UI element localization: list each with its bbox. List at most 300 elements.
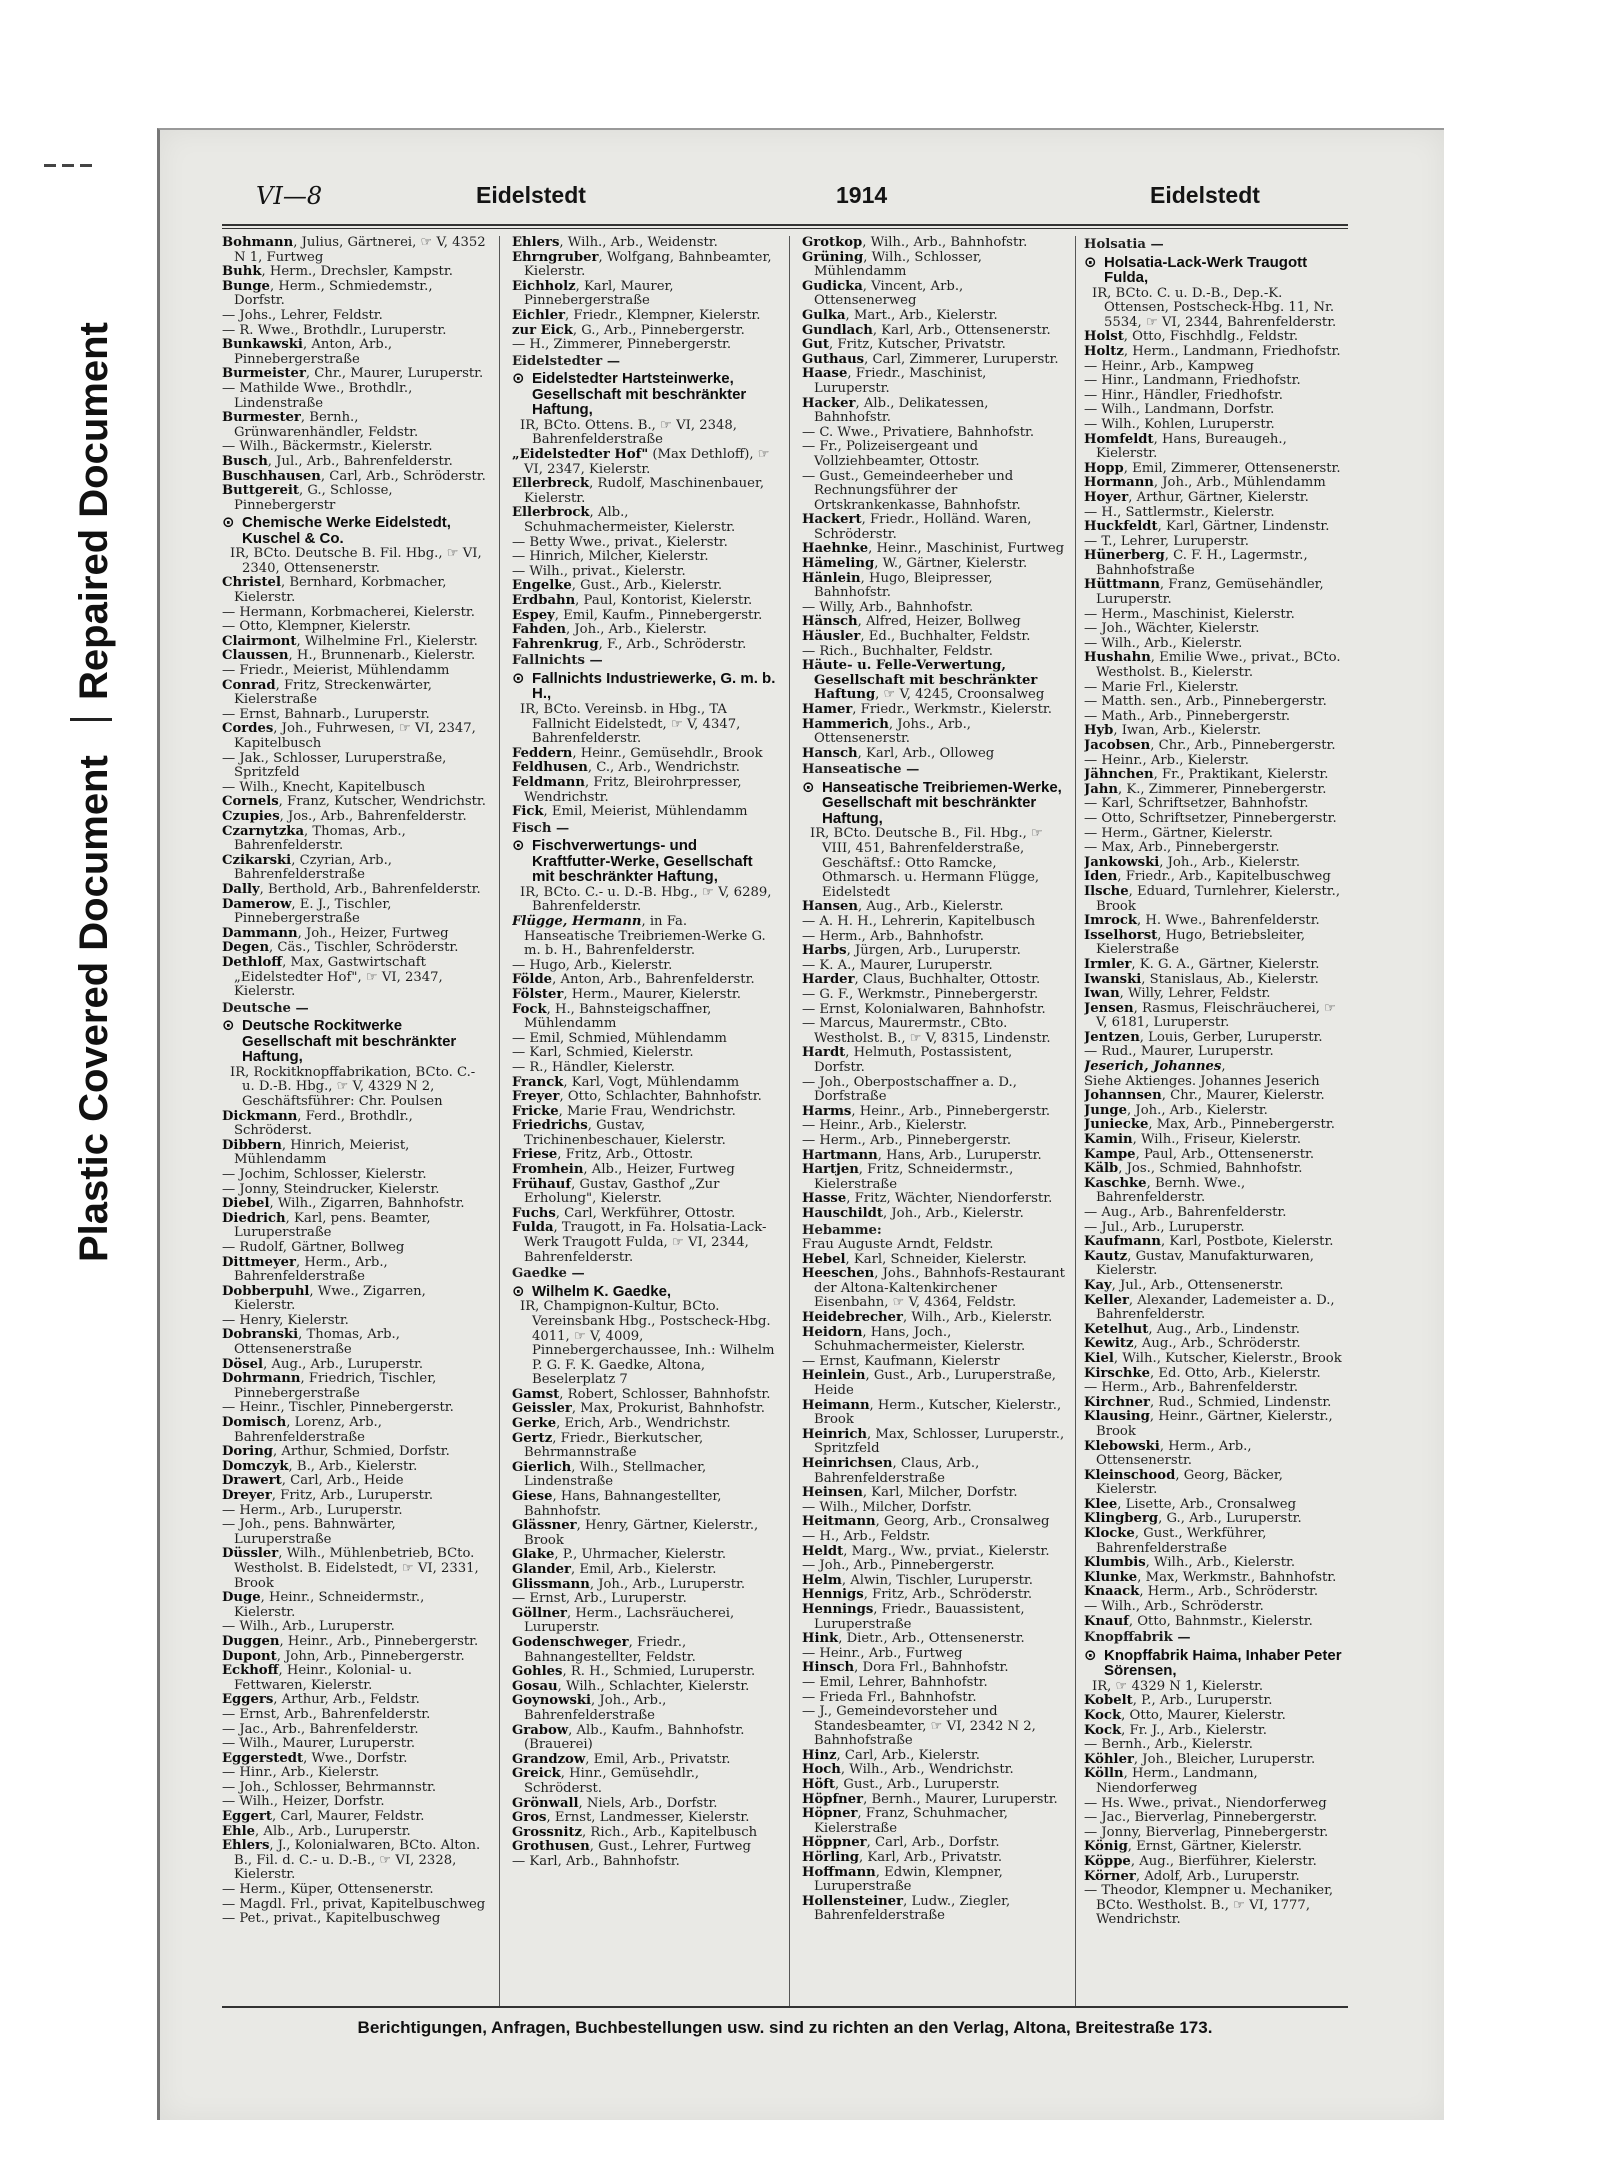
entry-details: , Emil, Zimmerer, Ottensenerstr. — [1123, 460, 1341, 476]
directory-entry — [222, 854, 486, 883]
entry-details: (Max Dethloff), ☞ VI, 2347, Kielerstr. — [524, 447, 770, 477]
entry-details: — Joh., Wächter, Kielerstr. — [1084, 621, 1260, 637]
firm-entry — [1084, 1645, 1348, 1680]
entry-name: Dohrmann — [222, 1371, 301, 1387]
entry-details: , Alb., Heizer, Furtweg — [583, 1162, 735, 1178]
entry-name: Gamst — [512, 1386, 560, 1402]
entry-details: — C. Wwe., Privatiere, Bahnhofstr. — [802, 424, 1035, 440]
entry-details: , Edwin, Klempner, Luruperstraße — [814, 1864, 1003, 1895]
entry-details: , Carl, Zimmerer, Luruperstr. — [864, 351, 1059, 367]
directory-entry — [1084, 491, 1348, 506]
directory-entry — [222, 1358, 486, 1373]
entry-details: , Hinrich, Meierist, Mühlendamm — [234, 1137, 410, 1168]
entry-name: Kleinschood — [1084, 1467, 1176, 1483]
entry-name: Hoffmann — [802, 1864, 876, 1880]
entry-name: Dittmeyer — [222, 1254, 296, 1270]
entry-name: Heinrichsen — [802, 1456, 893, 1471]
entry-details: — A. H. H., Lehrerin, Kapitelbusch — [802, 914, 1036, 930]
entry-name: Hormann — [1084, 475, 1154, 491]
firm-marker-icon: ⊙ — [512, 1281, 525, 1300]
section-heading: Deutsche — — [222, 1000, 309, 1016]
directory-entry — [802, 930, 1066, 945]
entry-details: , Fr. J., Arb., Kielerstr. — [1121, 1722, 1267, 1738]
directory-entry — [512, 1680, 776, 1695]
entry-details: , G., Arb., Luruperstr. — [1158, 1511, 1302, 1527]
entry-details: , Georg, Bäcker, Kielerstr. — [1096, 1467, 1283, 1498]
entry-details: — Heinr., Arb., Furtweg — [802, 1645, 963, 1661]
entry-details: — Matth. sen., Arb., Pinnebergerstr. — [1084, 694, 1327, 710]
directory-entry — [222, 1474, 486, 1489]
entry-details: , Hugo, Bleipresser, Bahnhofstr. — [814, 570, 993, 601]
directory-entry — [222, 1110, 486, 1139]
entry-details: , Karl, Schneider, Kielerstr. — [845, 1251, 1027, 1267]
directory-entry — [222, 1401, 486, 1416]
directory-entry — [1084, 1235, 1348, 1250]
entry-details: — Herm., Küper, Ottensenerstr. — [222, 1882, 434, 1898]
directory-entry — [1084, 637, 1348, 652]
directory-entry — [1084, 1031, 1348, 1046]
directory-entry — [802, 1076, 1066, 1105]
publisher-footer: Berichtigungen, Anfragen, Buchbestellungen usw. sind zu richten an den Verlag, Altona, Breitestraße 173. — [357, 2018, 1213, 2037]
entry-name: Hardt — [802, 1045, 846, 1061]
directory-entry — [802, 397, 1066, 426]
directory-entry — [512, 1811, 776, 1826]
entry-details: , K. G. A., Gärtner, Kielerstr. — [1131, 956, 1320, 972]
directory-entry — [1084, 1060, 1348, 1075]
entry-name: Gundlach — [802, 322, 873, 338]
directory-entry — [802, 1763, 1066, 1778]
entry-details: , Herm., Maurer, Kielerstr. — [563, 986, 741, 1002]
entry-details: , Bernh. Wwe., Bahrenfelderstr. — [1096, 1175, 1246, 1206]
entry-details: — Herm., Arb., Pinnebergerstr. — [802, 1132, 1012, 1148]
entry-name: Christel — [222, 575, 281, 591]
entry-details: , Fr., Praktikant, Kielerstr. — [1153, 767, 1329, 783]
entry-details: — Joh., Oberpostschaffner a. D., Dorfstraße — [802, 1074, 1017, 1105]
entry-details: , Gust., Lehrer, Furtweg — [589, 1839, 751, 1855]
directory-entry — [512, 1636, 776, 1665]
repaired-document-label: Repaired Document — [72, 322, 116, 700]
entry-name: Hinz — [802, 1747, 837, 1763]
directory-entry — [222, 1504, 486, 1519]
entry-details: — Emil, Lehrer, Bahnhofstr. — [802, 1674, 988, 1690]
directory-entry — [222, 1752, 486, 1767]
entry-details: , Herm., Landmann, Niendorferweg — [1096, 1766, 1258, 1796]
entry-name: Ilsche — [1084, 883, 1129, 899]
directory-entry — [222, 1898, 486, 1913]
entry-name: Cornels — [222, 794, 279, 810]
directory-entry — [802, 1369, 1066, 1398]
section-heading: Fallnichts — — [512, 653, 603, 669]
column-2 — [512, 236, 776, 2006]
directory-entry — [512, 1105, 776, 1120]
directory-entry — [802, 324, 1066, 339]
entry-details: , H., Bahnsteigschaffner, Mühlendamm — [524, 1001, 712, 1032]
entry-details: Siehe Aktienges. Johannes Jeserich — [1084, 1073, 1320, 1089]
entry-details: , Max, Prokurist, Bahnhofstr. — [571, 1401, 765, 1417]
page-number: VI—8 — [256, 182, 323, 210]
directory-entry — [222, 635, 486, 650]
directory-entry — [222, 1256, 486, 1285]
directory-entry — [222, 484, 486, 513]
entry-details: , Franz, Gemüsehändler, Luruperstr. — [1096, 577, 1324, 608]
entry-details: — Heinr., Arb., Kampweg — [1084, 358, 1254, 374]
directory-entry — [1084, 1469, 1348, 1498]
section-heading: Fisch — — [512, 820, 570, 836]
entry-details: — Hinr., Landmann, Friedhofstr. — [1084, 373, 1301, 389]
firm-marker-icon: ⊙ — [512, 668, 525, 687]
directory-entry — [512, 1578, 776, 1593]
entry-name: Feddern — [512, 745, 573, 761]
entry-details: — Joh., Arb., Pinnebergerstr. — [802, 1558, 995, 1574]
directory-entry — [512, 1032, 776, 1047]
directory-entry — [1084, 1045, 1348, 1060]
directory-entry — [512, 915, 776, 959]
directory-entry — [512, 1665, 776, 1680]
entry-details: , Friedr., Bierkutscher, Behrmannstraße — [524, 1430, 704, 1461]
entry-name: Hansch — [802, 745, 858, 761]
entry-details: , Hinr., Gemüsehdlr., Schröderst. — [524, 1766, 700, 1796]
entry-name: Eggers — [222, 1692, 274, 1708]
entry-details: — Math., Arb., Pinnebergerstr. — [1084, 708, 1291, 724]
entry-details: , Berthold, Arb., Bahrenfelderstr. — [259, 881, 481, 897]
entry-details: , Aug., Arb., Lindenstr. — [1148, 1321, 1300, 1337]
entry-details: , Ernst, Gärtner, Kielerstr. — [1127, 1839, 1302, 1855]
directory-entry — [222, 1708, 486, 1723]
header-year: 1914 — [836, 182, 888, 208]
entry-name: Claussen — [222, 648, 289, 664]
firm-marker-icon: ⊙ — [512, 369, 525, 388]
directory-entry — [802, 1632, 1066, 1647]
entry-name: Ehlers — [512, 236, 560, 250]
directory-entry — [802, 1588, 1066, 1603]
entry-name: Ehrngruber — [512, 249, 599, 265]
entry-name: Gros — [512, 1810, 547, 1826]
entry-details: — Magdl. Frl., privat, Kapitelbuschweg — [222, 1896, 486, 1912]
directory-entry — [512, 1178, 776, 1207]
directory-entry — [1084, 856, 1348, 871]
entry-details: — Jul., Arb., Luruperstr. — [1084, 1219, 1245, 1235]
section-heading: Holsatia — — [1084, 237, 1164, 252]
entry-details: , Rasmus, Fleischräucherei, ☞ V, 6181, Luruperstr. — [1096, 1000, 1336, 1031]
entry-details: , Friedr., Klempner, Kielerstr. — [565, 307, 761, 323]
entry-details: , Rich., Arb., Kapitelbusch — [582, 1824, 758, 1840]
entry-name: Heidebrecher — [802, 1310, 903, 1326]
entry-name: Grönwall — [512, 1795, 579, 1811]
entry-details: , Carl, Werkführer, Ottostr. — [555, 1205, 736, 1221]
entry-details: , Carl, Arb., Kielerstr. — [836, 1747, 980, 1763]
directory-entry — [802, 703, 1066, 718]
entry-details: , H., Brunnenarb., Kielerstr. — [288, 648, 476, 664]
entry-name: Iwanski — [1084, 971, 1142, 987]
entry-details: — Hinr., Arb., Kielerstr. — [222, 1765, 380, 1781]
entry-name: Harms — [802, 1103, 852, 1119]
entry-details: , Willy, Lehrer, Feldstr. — [1119, 986, 1271, 1002]
entry-name: Burmester — [222, 410, 301, 426]
entry-name: Hartjen — [802, 1162, 859, 1178]
entry-details: — Ernst, Kolonialwaren, Bahnhofstr. — [802, 1001, 1046, 1017]
directory-entry — [1084, 1323, 1348, 1338]
entry-details: — R., Händler, Kielerstr. — [512, 1059, 675, 1075]
firm-entry — [512, 838, 776, 885]
directory-entry — [512, 959, 776, 974]
entry-details: , Joh., Heizer, Furtweg — [297, 925, 449, 941]
entry-details: , Karl, Vogt, Mühlendamm — [563, 1074, 740, 1090]
directory-entry — [1084, 1724, 1348, 1739]
entry-details: , Arthur, Schmied, Dorfstr. — [273, 1444, 450, 1460]
section-heading: Knopffabrik — — [1084, 1630, 1191, 1646]
directory-entry — [512, 1855, 776, 1870]
directory-entry — [512, 1221, 776, 1265]
entry-name: Junge — [1084, 1102, 1128, 1118]
entry-details: , Thomas, Arb., Ottensenerstraße — [234, 1327, 400, 1358]
directory-entry — [222, 309, 486, 324]
entry-name: Espey — [512, 607, 555, 623]
directory-entry — [1084, 374, 1348, 389]
header-place-left: Eidelstedt — [476, 182, 586, 208]
entry-name: Helm — [802, 1572, 842, 1588]
firm-entry — [222, 515, 486, 546]
directory-entry — [222, 1664, 486, 1693]
entry-details: , Herm., Arb., Bahrenfelderstraße — [234, 1254, 388, 1285]
entry-name: Gosau — [512, 1678, 558, 1694]
entry-details: , Friedr., Holländ. Waren, Schröderstr. — [814, 512, 1032, 542]
directory-entry — [1084, 330, 1348, 345]
directory-entry — [512, 1592, 776, 1607]
directory-entry — [1084, 681, 1348, 696]
entry-name: Heidorn — [802, 1324, 863, 1340]
directory-entry — [512, 1563, 776, 1578]
directory-entry — [222, 795, 486, 810]
directory-entry — [802, 1676, 1066, 1691]
directory-entry — [802, 1046, 1066, 1075]
directory-entry — [802, 944, 1066, 959]
directory-entry — [512, 609, 776, 624]
directory-entry — [512, 1694, 776, 1723]
entry-details: , Carl, Arb., Heide — [281, 1473, 404, 1489]
directory-entry — [1084, 1410, 1348, 1439]
entry-details: — Hugo, Arb., Kielerstr. — [512, 957, 673, 973]
firm-marker-icon: ⊙ — [1084, 1645, 1097, 1664]
directory-entry — [222, 941, 486, 956]
entry-details: , Alb., Delikatessen, Bahnhofstr. — [814, 395, 989, 426]
directory-entry — [802, 1355, 1066, 1370]
entry-name: Feldhusen — [512, 760, 588, 776]
entry-details: — Mathilde Wwe., Brothdlr., Lindenstraße — [222, 380, 413, 411]
entry-details: , Wilh., Stellmacher, Lindenstraße — [524, 1459, 707, 1490]
directory-entry — [222, 825, 486, 854]
directory-entry — [802, 659, 1066, 703]
entry-name: Häute- u. Felle-Verwertung, Gesellschaft mit beschränkter Haftung — [802, 658, 1038, 703]
directory-entry — [1084, 1148, 1348, 1163]
entry-name: Friese — [512, 1147, 558, 1163]
entry-details: , Friedr., Arb., Kapitelbuschweg — [1117, 869, 1331, 885]
directory-entry — [802, 1501, 1066, 1516]
entry-name: Isselhorst — [1084, 927, 1158, 943]
entry-details: , Max, Arb., Pinnebergerstr. — [1148, 1117, 1335, 1133]
entry-details: , Carl, Arb., Schröderstr. — [320, 468, 486, 484]
entry-details: , Louis, Gerber, Luruperstr. — [1139, 1029, 1323, 1045]
entry-details: , Friedrich, Tischler, Pinnebergerstraße — [234, 1371, 437, 1401]
directory-entry — [512, 338, 776, 353]
directory-entry — [512, 324, 776, 339]
directory-entry — [512, 988, 776, 1003]
directory-entry — [1084, 1738, 1348, 1753]
entry-details: — Heinr., Arb., Kielerstr. — [802, 1118, 967, 1134]
entry-name: Höpfner — [802, 1791, 864, 1807]
directory-entry — [1084, 1002, 1348, 1031]
entry-details: , Friedr., Bahnangestellter, Feldstr. — [524, 1634, 696, 1665]
directory-entry — [1084, 1104, 1348, 1119]
directory-entry — [802, 280, 1066, 309]
entry-name: Eichler — [512, 307, 566, 323]
entry-details: , P., Uhrmacher, Kielerstr. — [554, 1547, 727, 1563]
directory-entry — [222, 752, 486, 781]
entry-details: , Fritz, Arb., Schröderstr. — [863, 1587, 1033, 1603]
entry-name: Hackert — [802, 512, 862, 528]
directory-entry — [802, 1691, 1066, 1706]
entry-details: , G., Arb., Pinnebergerstr. — [572, 322, 745, 338]
entry-name: Klocke — [1084, 1526, 1135, 1542]
entry-details: , Heinr., Maschinist, Furtweg — [868, 541, 1065, 557]
entry-name: Knauf — [1084, 1613, 1129, 1629]
entry-name: Irmler — [1084, 956, 1132, 972]
entry-details: , Wilh., Arb., Weidenstr. — [559, 236, 718, 250]
page-header — [160, 182, 1444, 222]
entry-details: , Joh., Arb., Kielerstr. — [1159, 854, 1301, 870]
directory-entry — [512, 536, 776, 551]
directory-entry — [222, 708, 486, 723]
entry-details: — Pet., privat., Kapitelbuschweg — [222, 1911, 441, 1927]
entry-name: Iden — [1084, 869, 1118, 885]
directory-entry — [512, 1461, 776, 1490]
entry-details: , Bernh., Maurer, Luruperstr. — [863, 1791, 1058, 1807]
entry-details: , Fritz, Kutscher, Privatstr. — [828, 337, 1006, 353]
column-1 — [222, 236, 486, 2006]
directory-entry — [512, 236, 776, 251]
directory-entry — [1084, 1337, 1348, 1352]
entry-details: — Rich., Buchhalter, Feldstr. — [802, 643, 993, 659]
directory-entry — [512, 1061, 776, 1076]
entry-name: Kaschke — [1084, 1175, 1147, 1191]
directory-entry — [222, 1416, 486, 1445]
directory-entry — [222, 1795, 486, 1810]
directory-entry — [1084, 739, 1348, 754]
directory-entry — [802, 1545, 1066, 1560]
directory-entry — [222, 927, 486, 942]
entry-name: Hennigs — [802, 1587, 864, 1603]
entry-name: Gohles — [512, 1664, 563, 1680]
directory-entry — [802, 236, 1066, 251]
entry-name: Hushahn — [1084, 650, 1151, 666]
directory-entry — [802, 1574, 1066, 1589]
directory-entry — [512, 594, 776, 609]
entry-name: Heimann — [802, 1397, 870, 1413]
directory-entry — [222, 810, 486, 825]
entry-details: , Chr., Arb., Pinnebergerstr. — [1150, 738, 1336, 753]
entry-details: , Henry, Gärtner, Kielerstr., Brook — [524, 1518, 759, 1548]
directory-entry — [512, 638, 776, 653]
directory-entry — [1084, 768, 1348, 783]
directory-entry — [802, 309, 1066, 324]
entry-details: , C. F. H., Lagermstr., Bahnhofstraße — [1096, 548, 1308, 578]
entry-name: Cordes — [222, 721, 274, 737]
entry-name: Goynowski — [512, 1693, 592, 1709]
entry-details: — H., Arb., Feldstr. — [802, 1528, 931, 1544]
entry-name: Czarnytzka — [222, 823, 304, 839]
entry-name: Burmeister — [222, 366, 306, 382]
entry-details: — Otto, Schriftsetzer, Pinnebergerstr. — [1084, 810, 1337, 826]
directory-entry — [802, 1163, 1066, 1192]
entry-details: , Gust., Arb., Luruperstraße, Heide — [814, 1368, 1056, 1399]
directory-entry — [222, 1460, 486, 1475]
firm-name: Fallnichts Industriewerke, G. m. b. H., — [532, 669, 776, 703]
entry-details: , Marg., Ww., prviat., Kielerstr. — [843, 1543, 1050, 1559]
entry-name: Hämeling — [802, 556, 875, 572]
entry-details: , Paul, Kontorist, Kielerstr. — [575, 592, 753, 608]
entry-name: Haehnke — [802, 541, 869, 557]
entry-name: Godenschweger — [512, 1634, 629, 1650]
entry-name: Hauschildt — [802, 1205, 883, 1221]
entry-name: Harbs — [802, 943, 847, 959]
firm-name: Hanseatische Treibriemen-Werke, Gesellschaft mit beschränkter Haftung, — [822, 778, 1062, 827]
entry-details: — Jochim, Schlosser, Kielerstr. — [222, 1166, 427, 1182]
entry-details: , Wilh., Mühlenbetrieb, BCto. Westholst. B. Eidelstedt, ☞ VI, 2331, Brook — [234, 1546, 479, 1591]
entry-name: Ketelhut — [1084, 1321, 1149, 1337]
entry-name: Kobelt — [1084, 1693, 1133, 1709]
entry-details: , Traugott, in Fa. Holsatia-Lack-Werk Traugott Fulda, ☞ VI, 2344, Bahrenfelderstr. — [524, 1220, 767, 1265]
directory-entry — [512, 1826, 776, 1841]
directory-entry — [222, 367, 486, 382]
entry-name: Kock — [1084, 1722, 1122, 1738]
directory-entry — [512, 1548, 776, 1563]
entry-details: , W., Gärtner, Kielerstr. — [874, 556, 1028, 572]
firm-name: Knopffabrik Haima, Inhaber Peter Sörensen, — [1104, 1646, 1342, 1680]
entry-name: Hüttmann — [1084, 577, 1160, 593]
entry-name: Kirschke — [1084, 1365, 1150, 1381]
directory-entry — [1084, 695, 1348, 710]
entry-name: Jentzen — [1084, 1029, 1140, 1045]
entry-name: Hoch — [802, 1762, 841, 1778]
entry-details: — Herm., Arb., Bahnhofstr. — [802, 928, 984, 944]
directory-entry — [802, 1119, 1066, 1134]
directory-entry — [802, 1105, 1066, 1120]
entry-details: — Betty Wwe., privat., Kielerstr. — [512, 534, 728, 550]
entry-details: , Johs., Arb., Ottensenerstr. — [814, 716, 971, 747]
entry-details: , Jos., Arb., Bahrenfelderstr. — [279, 808, 467, 824]
firm-name: Chemische Werke Eidelstedt, Kuschel & Co. — [242, 514, 451, 547]
entry-name: Grotkop — [802, 236, 863, 250]
entry-name: Heldt — [802, 1543, 844, 1559]
directory-entry — [802, 367, 1066, 396]
directory-entry — [802, 251, 1066, 280]
entry-name: Gulka — [802, 307, 846, 323]
entry-name: Bunkawski — [222, 337, 303, 353]
entry-details: — Heinr., Arb., Kielerstr. — [1084, 752, 1249, 768]
directory-entry — [802, 1603, 1066, 1632]
firm-details: IR, BCto. Deutsche B. Fil. Hbg., ☞ VI, 2340, Ottensenerstr. — [230, 546, 482, 576]
entry-details: — Emil, Schmied, Mühlendamm — [512, 1030, 727, 1046]
entry-details: , Joh., Arb., Bahrenfelderstraße — [524, 1693, 667, 1723]
directory-entry — [1084, 1177, 1348, 1206]
entry-name: Bunge — [222, 278, 270, 294]
directory-entry — [222, 664, 486, 679]
directory-entry — [1084, 1206, 1348, 1221]
directory-entry — [1084, 1615, 1348, 1630]
entry-details: , Carl, Maurer, Feldstr. — [271, 1809, 425, 1825]
entry-name: Domisch — [222, 1415, 287, 1431]
entry-details: , Alwin, Tischler, Luruperstr. — [841, 1572, 1033, 1588]
directory-entry — [222, 1912, 486, 1927]
